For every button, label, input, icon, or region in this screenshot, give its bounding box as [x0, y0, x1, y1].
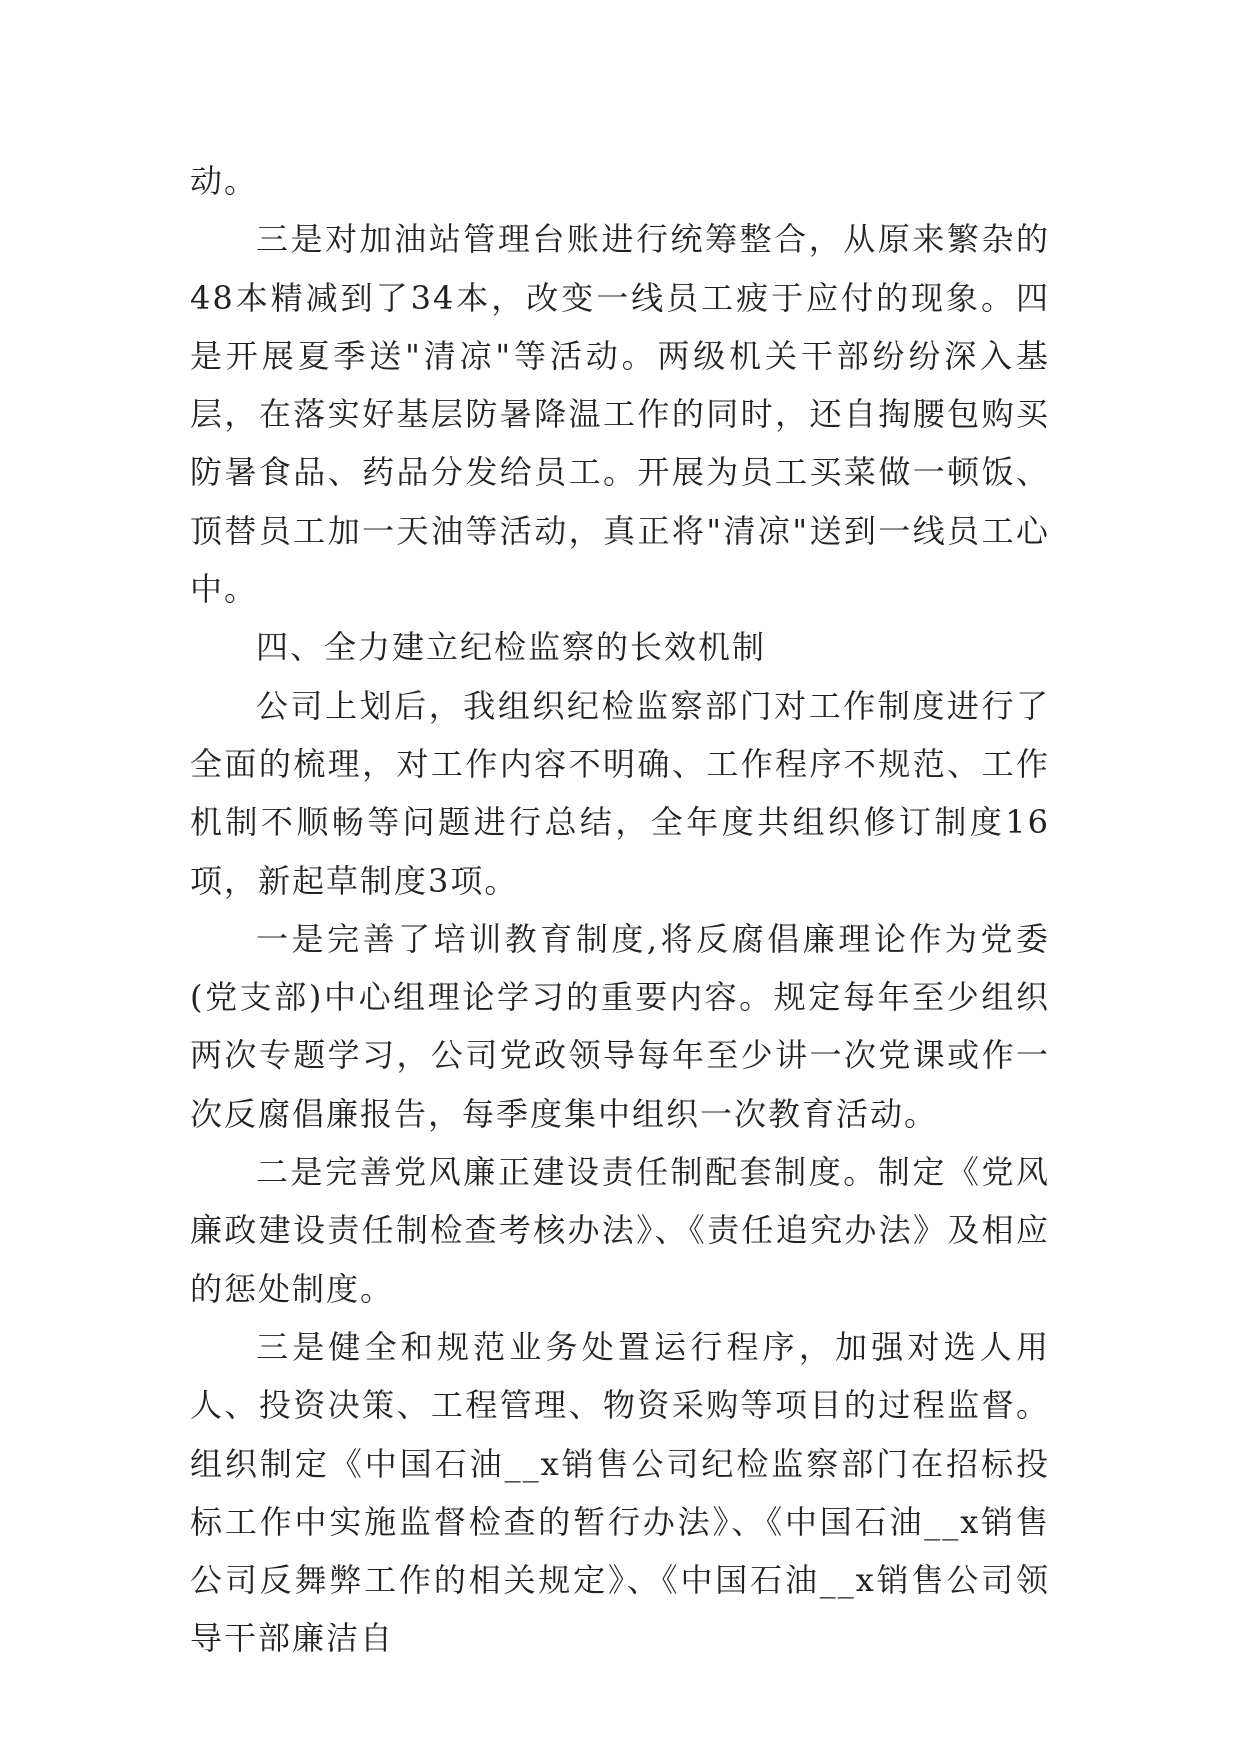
paragraph-business-procedures: 三是健全和规范业务处置运行程序，加强对选人用人、投资决策、工程管理、物资采购等项目的过程监督。组织制定《中国石油__x销售公司纪检监察部门在招标投标工作中实施监督检查的暂行办法》、《中国石油__x销售公司反舞弊工作的相关规定》、《中国石油__x销售公司领导干部廉洁自 [190, 1327, 1050, 1658]
paragraph-continuation: 动。 [190, 162, 259, 200]
paragraph-gas-station-ledgers: 三是对加油站管理台账进行统筹整合，从原来繁杂的48本精减到了34本，改变一线员工疲于应付的现象。四是开展夏季送"清凉"等活动。两级机关干部纷纷深入基层，在落实好基层防暑降温工作的同时，还自掏腰包购买防暑食品、药品分发给员工。开展为员工买菜做一顿饭、顶替员工加一天油等活动，真正将"清凉"送到一线员工心中。 [190, 220, 1050, 609]
document-body [190, 152, 1050, 1668]
paragraph-training-education: 一是完善了培训教育制度,将反腐倡廉理论作为党委(党支部)中心组理论学习的重要内容。规定每年至少组织两次专题学习，公司党政领导每年至少讲一次党课或作一次反腐倡廉报告，每季度集中组织一次教育活动。 [190, 919, 1050, 1133]
paragraph-responsibility-system: 二是完善党风廉正建设责任制配套制度。制定《党风廉政建设责任制检查考核办法》、《责任追究办法》及相应的惩处制度。 [190, 1153, 1050, 1308]
section-heading-discipline-mechanism: 四、全力建立纪检监察的长效机制 [256, 628, 767, 667]
paragraph-system-review: 公司上划后，我组织纪检监察部门对工作制度进行了全面的梳理，对工作内容不明确、工作程序不规范、工作机制不顺畅等问题进行总结，全年度共组织修订制度16项，新起草制度3项。 [190, 686, 1050, 900]
